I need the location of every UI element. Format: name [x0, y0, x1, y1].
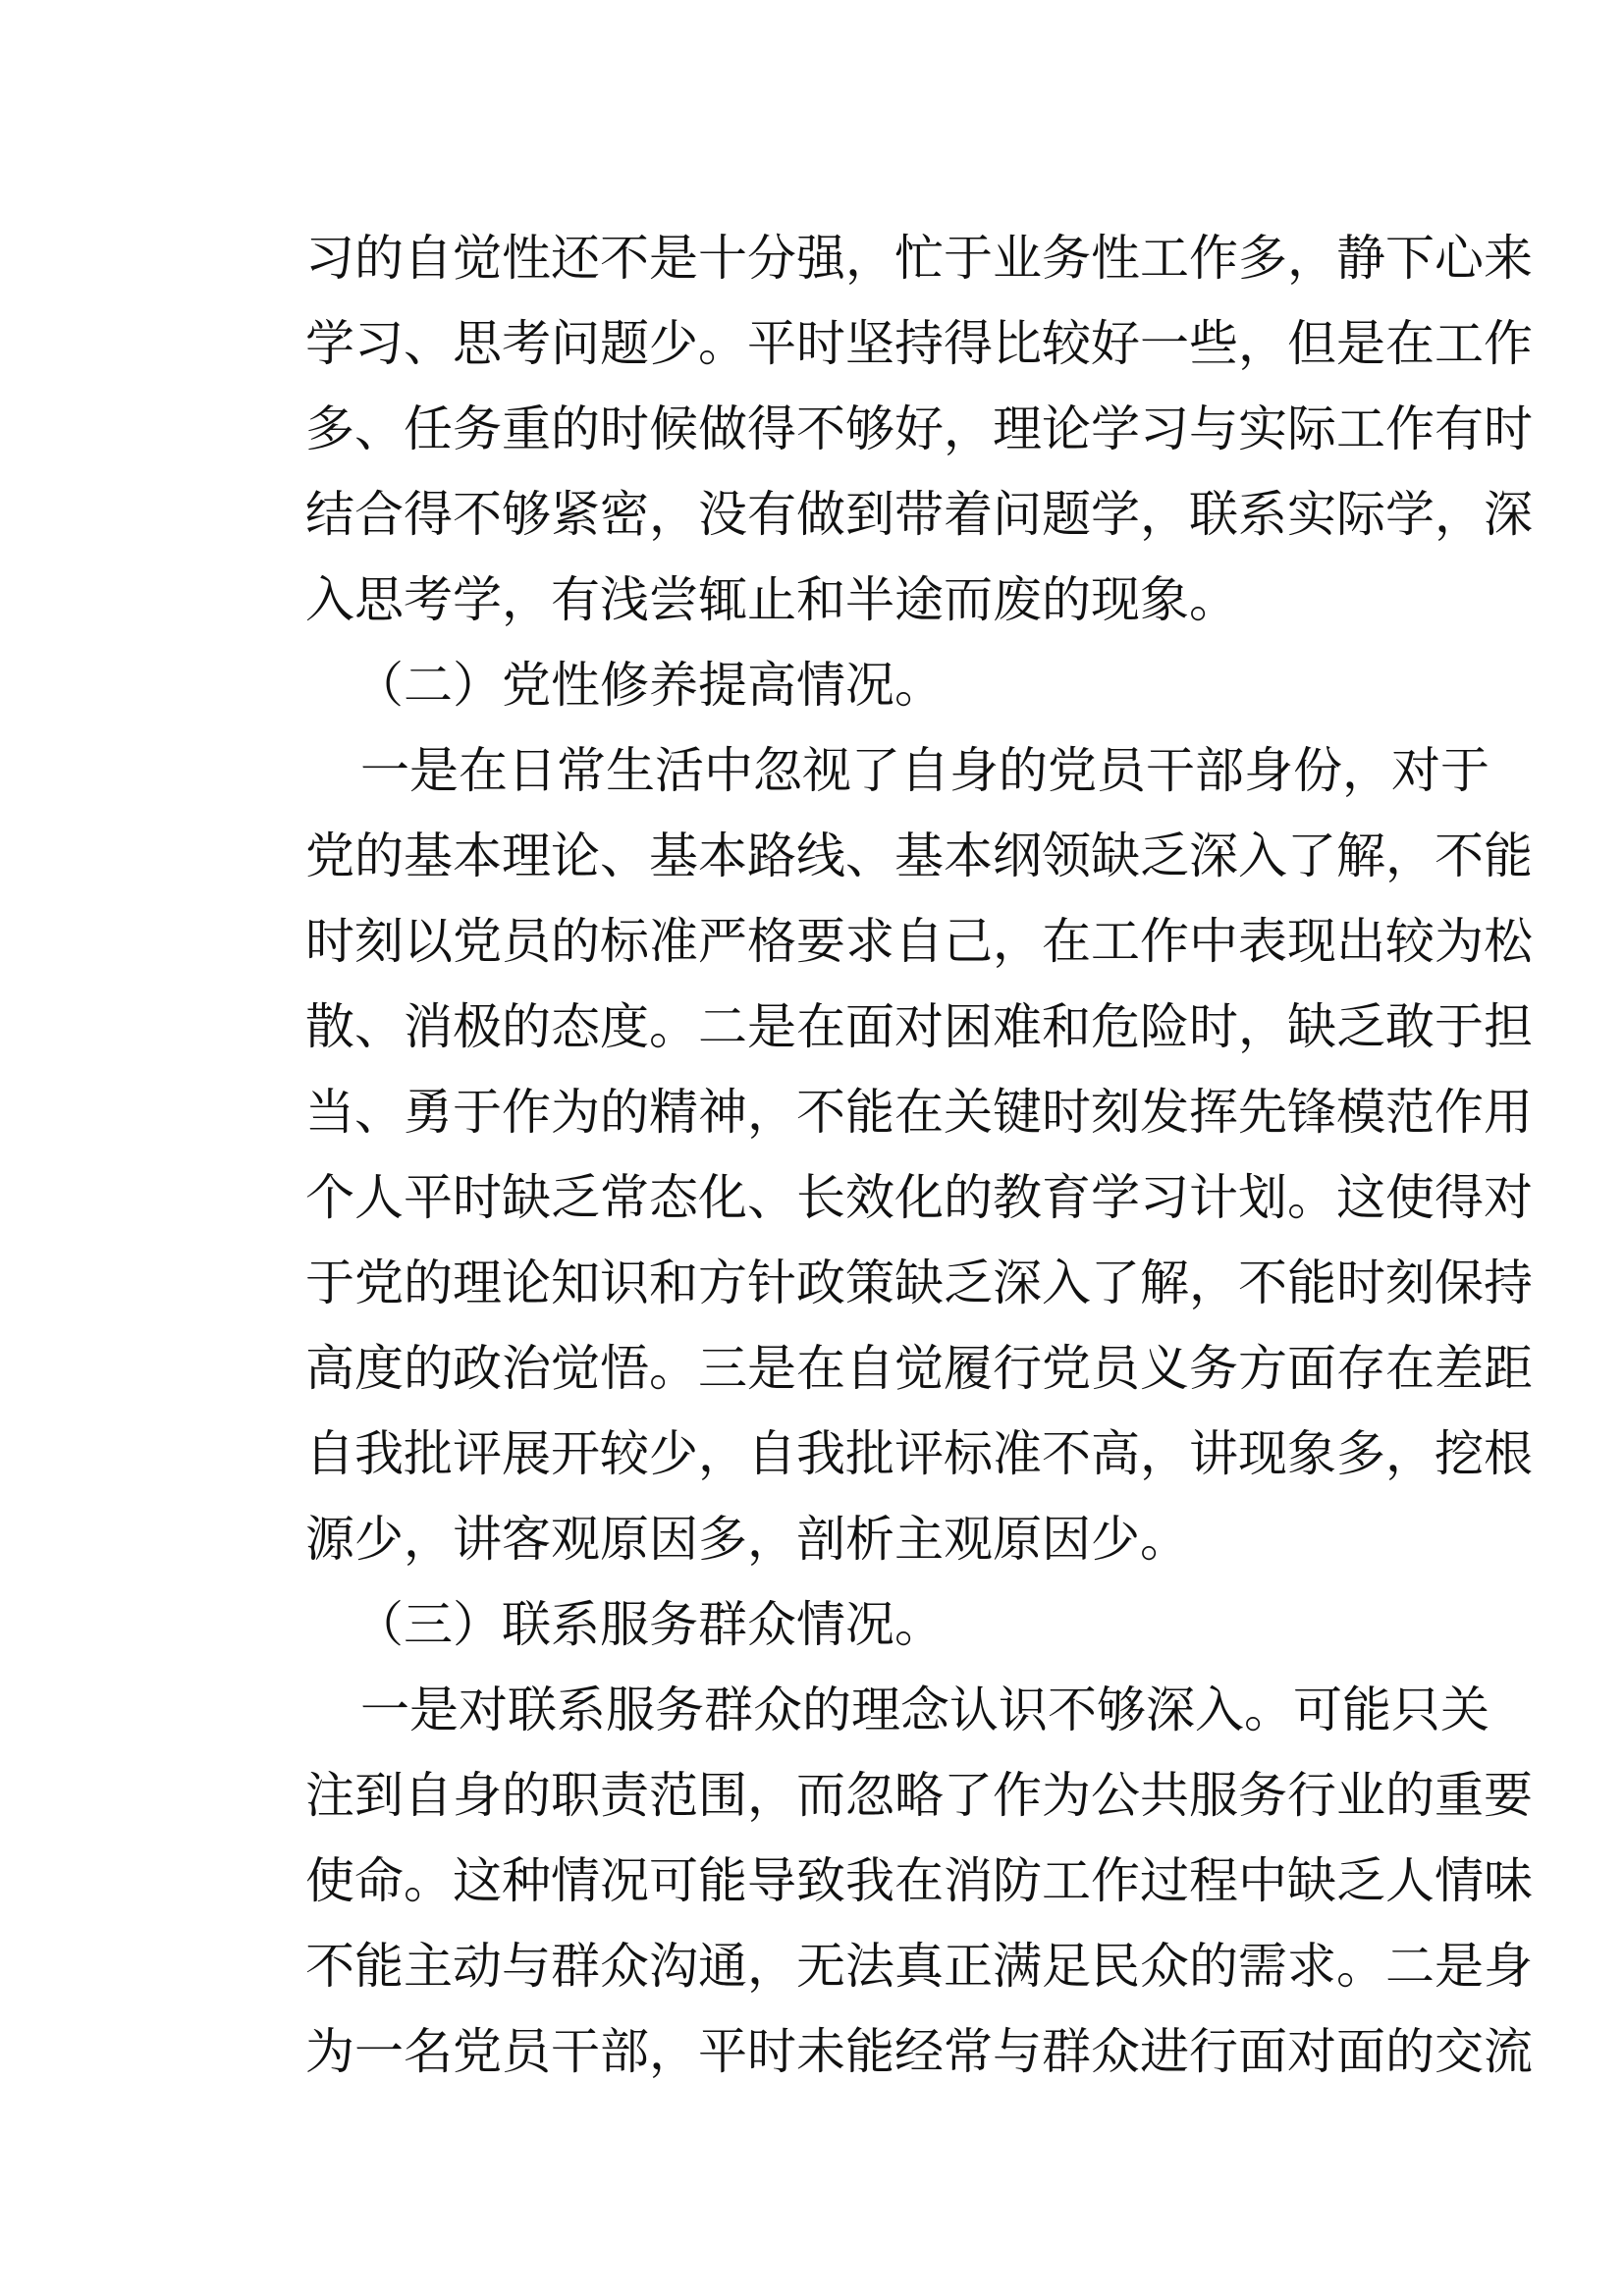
section-heading: （三）联系服务群众情况。 — [354, 1596, 944, 1653]
text-line: 习的自觉性还不是十分强，忙于业务性工作多，静下心来 — [305, 230, 1533, 287]
text-line: 当、勇于作为的精神，不能在关键时刻发挥先锋模范作用 — [305, 1084, 1533, 1141]
text-line: 学习、思考问题少。平时坚持得比较好一些，但是在工作 — [305, 315, 1533, 372]
text-line: 时刻以党员的标准严格要求自己，在工作中表现出较为松 — [305, 913, 1533, 970]
text-line: 高度的政治觉悟。三是在自觉履行党员义务方面存在差距 — [305, 1340, 1533, 1397]
text-line: 使命。这种情况可能导致我在消防工作过程中缺乏人情味 — [305, 1852, 1533, 1909]
text-line: 多、任务重的时候做得不够好，理论学习与实际工作有时 — [305, 400, 1533, 457]
text-line: 结合得不够紧密，没有做到带着问题学，联系实际学，深 — [305, 486, 1533, 543]
text-line: 为一名党员干部，平时未能经常与群众进行面对面的交流 — [305, 2023, 1533, 2080]
document-page — [305, 216, 1533, 2095]
text-line: 于党的理论知识和方针政策缺乏深入了解，不能时刻保持 — [305, 1255, 1533, 1311]
text-line: 源少，讲客观原因多，剖析主观原因少。 — [305, 1511, 1189, 1568]
text-line: 个人平时缺乏常态化、长效化的教育学习计划。这使得对 — [305, 1169, 1533, 1226]
text-line: 自我批评展开较少，自我批评标准不高，讲现象多，挖根 — [305, 1425, 1533, 1482]
text-line: 一是在日常生活中忽视了自身的党员干部身份，对于 — [360, 742, 1489, 799]
text-line: 入思考学，有浅尝辄止和半途而废的现象。 — [305, 571, 1238, 628]
text-line: 党的基本理论、基本路线、基本纲领缺乏深入了解，不能 — [305, 828, 1533, 884]
text-line: 注到自身的职责范围，而忽略了作为公共服务行业的重要 — [305, 1767, 1533, 1824]
text-line: 不能主动与群众沟通，无法真正满足民众的需求。二是身 — [305, 1938, 1533, 1995]
text-line: 一是对联系服务群众的理念认识不够深入。可能只关 — [360, 1682, 1489, 1738]
text-line: 散、消极的态度。二是在面对困难和危险时，缺乏敢于担 — [305, 998, 1533, 1055]
section-heading: （二）党性修养提高情况。 — [354, 657, 944, 714]
